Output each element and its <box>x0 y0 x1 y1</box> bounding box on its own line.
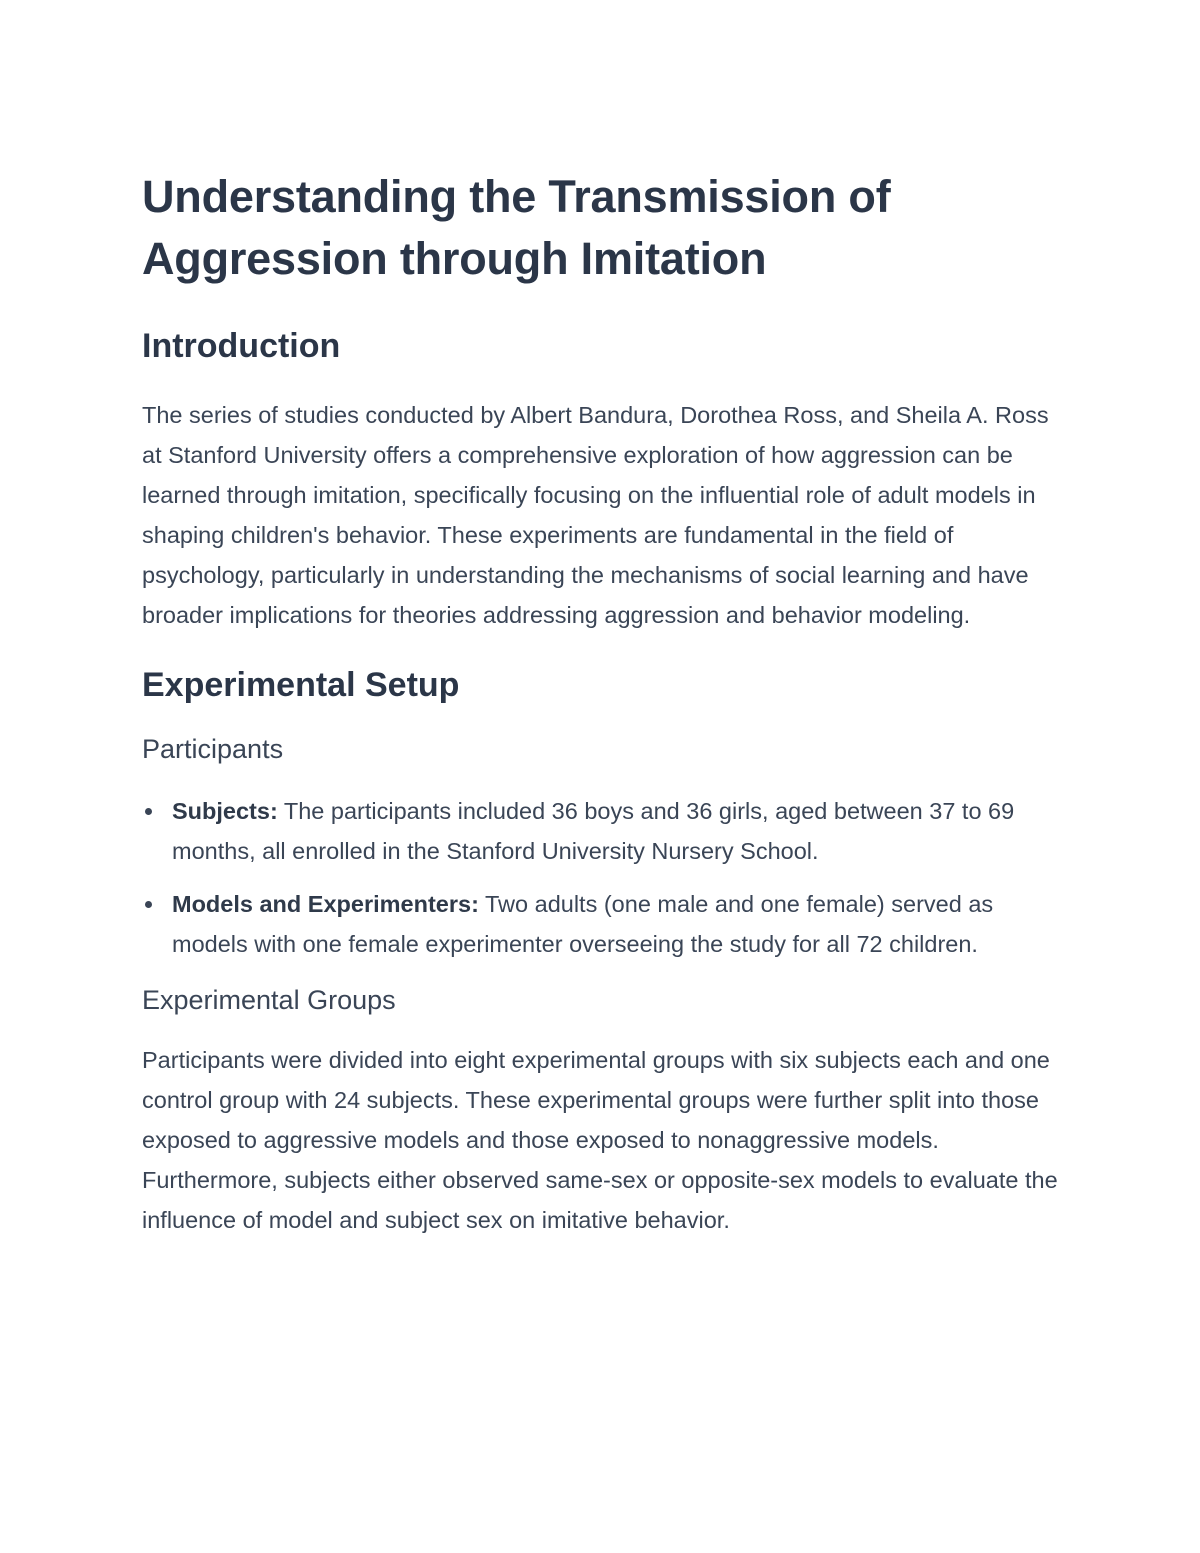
list-item <box>142 884 1062 964</box>
list-item-term: Models and Experimenters: <box>172 891 479 917</box>
experimental-groups-heading: Experimental Groups <box>142 985 396 1015</box>
list-item <box>142 791 1062 871</box>
document-page <box>142 166 1062 1240</box>
introduction-heading: Introduction <box>142 327 341 365</box>
experimental-setup-heading: Experimental Setup <box>142 666 460 704</box>
participants-list <box>142 791 1062 964</box>
document-title: Understanding the Transmission of Aggression through Imitation <box>142 171 891 284</box>
list-item-text: Two adults (one male and one female) served as models with one female experimenter overseeing the study for all 72 children. <box>172 891 994 957</box>
participants-heading: Participants <box>142 734 284 764</box>
list-item-text: The participants included 36 boys and 36 girls, aged between 37 to 69 months, all enrolled in the Stanford University Nursery School. <box>172 798 1015 864</box>
experimental-groups-paragraph: Participants were divided into eight experimental groups with six subjects each and one control group with 24 subjects. These experimental groups were further split into those exposed to aggressive models and those exposed to nonaggressive models. Furthermore, subjects either observed same-sex or opposite-sex models to evaluate the influence of model and subject sex on imitative behavior. <box>142 1047 1058 1233</box>
list-item-term: Subjects: <box>172 798 278 824</box>
introduction-paragraph: The series of studies conducted by Albert Bandura, Dorothea Ross, and Sheila A. Ross at Stanford University offers a comprehensive exploration of how aggression can be learned through imitation, specifically focusing on the influential role of adult models in shaping children's behavior. These experiments are fundamental in the field of psychology, particularly in understanding the mechanisms of social learning and have broader implications for theories addressing aggression and behavior modeling. <box>142 402 1049 628</box>
